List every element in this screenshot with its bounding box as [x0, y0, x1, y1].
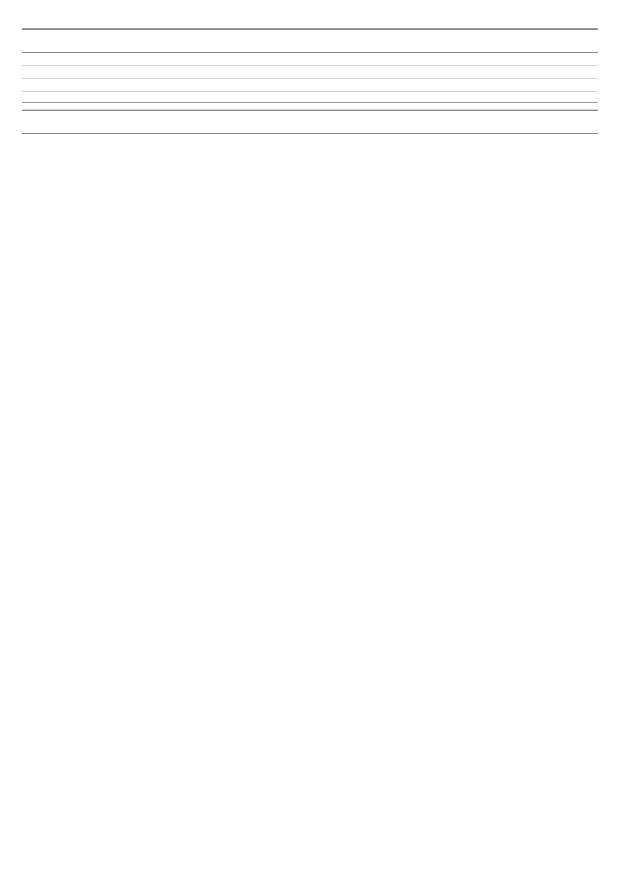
blank-row: [22, 103, 598, 110]
table-header-2: [22, 110, 598, 134]
blank-row: [22, 66, 598, 79]
validity-caption-1: [22, 18, 598, 29]
validity-caption-2: [22, 92, 598, 103]
blank-row: [22, 79, 598, 92]
table-header-1: [22, 29, 598, 53]
blank-row: [22, 53, 598, 66]
document-page: [22, 18, 598, 134]
